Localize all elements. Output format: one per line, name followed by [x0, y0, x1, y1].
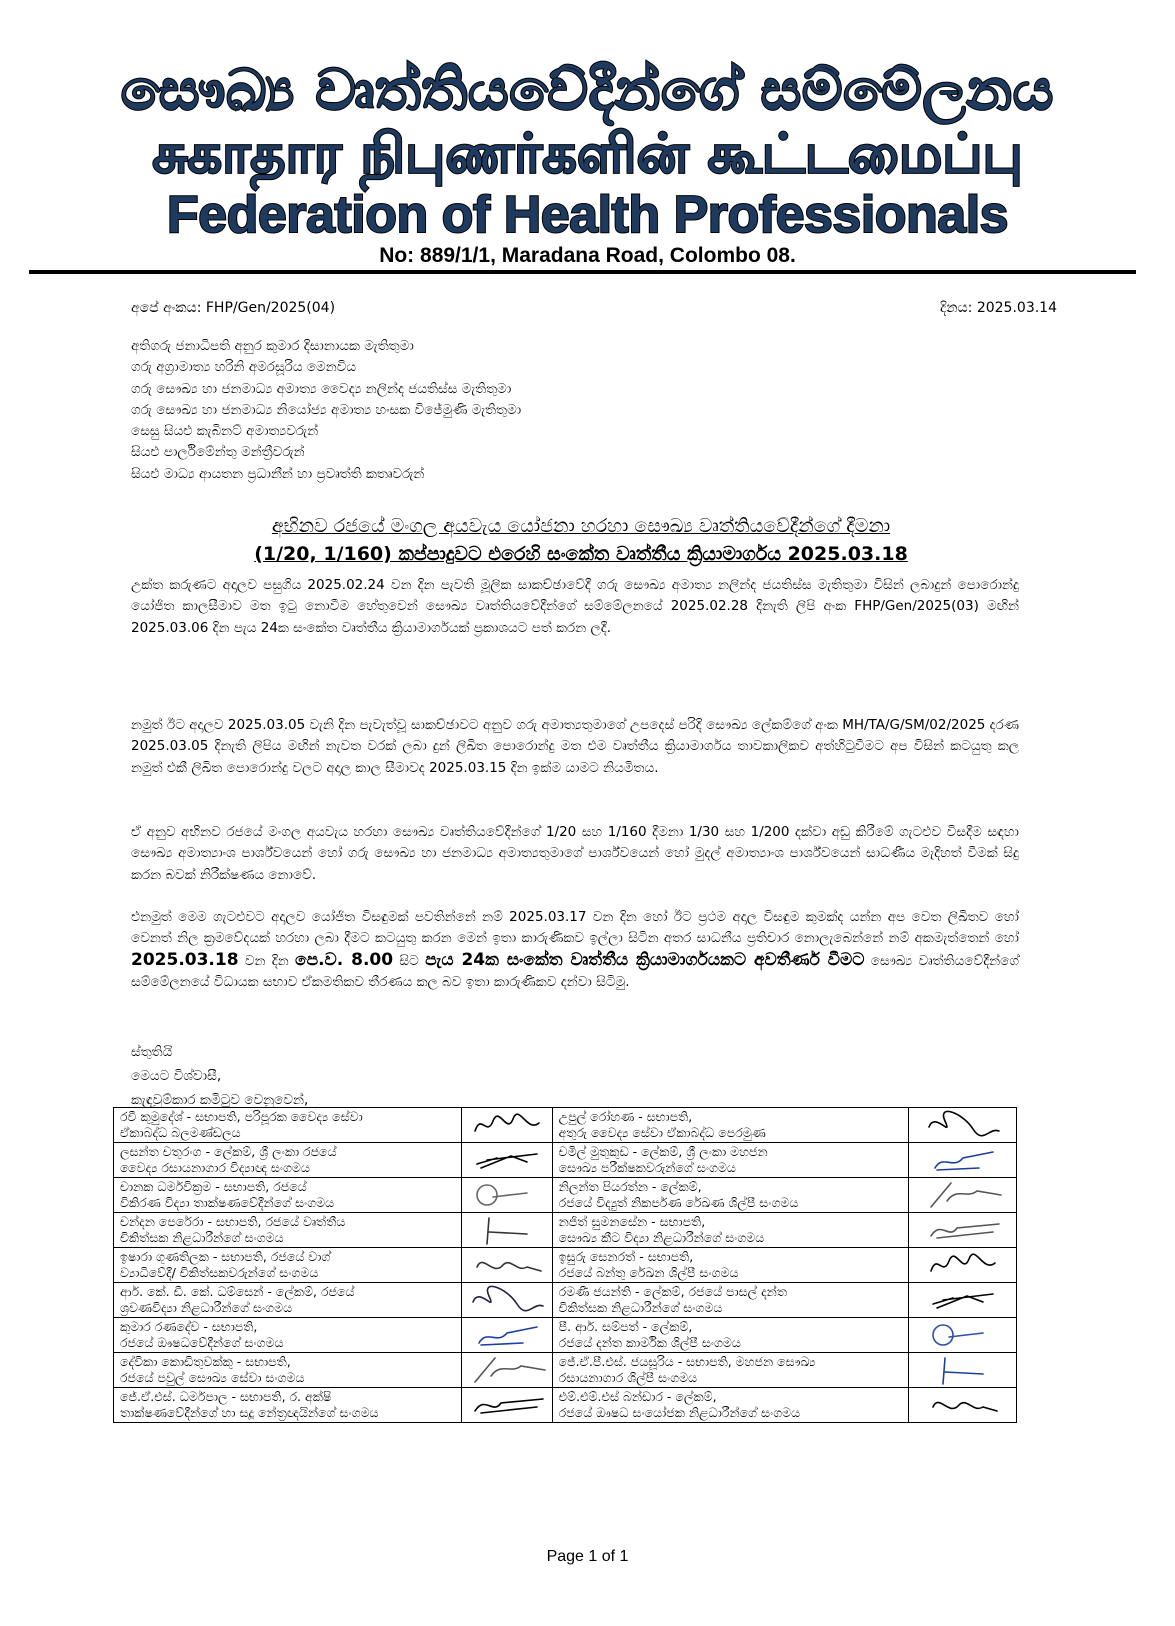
p4-text: සිට	[393, 952, 426, 969]
signatory-name-title: ඉසුරු සෙනරත් - සභාපති,	[558, 1249, 694, 1264]
recipient-line: සියළු පාර්ලිමේන්තු මන්ත්‍රීවරුන්	[131, 444, 305, 461]
signature-cell	[462, 1388, 552, 1423]
signature-stroke	[943, 1358, 983, 1384]
signatory-row	[114, 1213, 1017, 1248]
signatory-name-title: චමිල් මුතුකුඩ - ලේකම්, ශ්‍රී ලංකා මහජන	[558, 1144, 768, 1159]
signature-icon	[923, 1144, 1003, 1176]
signature-cell	[462, 1353, 552, 1388]
body-paragraph-3: ඒ අනුව අභිනව රජයේ මංගල අයවැය හරහා සෞඛ්‍ය වෘත්තියවේදීන්ගේ 1/20 සහ 1/160 දීමනා 1/30 සහ 1/200 දක්වා අඩු කිරීමේ ගැටළුව විසදීම සඳහා සෞඛ්‍ය අමාත්‍යාංශ පාර්ශ්වයෙන් හෝ ගරු සෞඛ්‍ය හා ජනමාධ්‍ය අමාත්‍යතුමාගේ පාර්ශ්වයෙන් හෝ මුදල් අමාත්‍යාංශ පාර්ශ්වයෙන් සාධණීය මැදිහත් වීමක් සිදු කරන බවක් නිරීක්ෂණය නොවේ.	[131, 824, 1019, 883]
signatory-right	[552, 1248, 909, 1283]
signature-cell	[909, 1143, 1017, 1178]
signature-cell	[909, 1213, 1017, 1248]
signatory-row	[114, 1143, 1017, 1178]
subject-line-2: (1/20, 1/160) කප්පාදුවට එරෙහි සංකේත වෘත්තීය ක්‍රියාමාර්ගය 2025.03.18	[254, 543, 908, 565]
signatory-left	[114, 1353, 462, 1388]
signatory-row	[114, 1108, 1017, 1143]
signatory-organization: චිකිත්සක නිළධාරීන්ගේ සංගමය	[120, 1230, 284, 1245]
signature-stroke	[931, 1254, 995, 1271]
action-date: 2025.03.18	[131, 949, 239, 970]
signatory-name-title: උපුල් රෝහණ - සභාපති,	[558, 1109, 693, 1124]
signatory-name-title: නිලන්ත පියරත්න - ලේකම්,	[558, 1179, 702, 1194]
p4-text: වන දින	[238, 952, 296, 969]
signatory-name-title: ආර්. කේ. ඩී. කේ. ධම්සෙන් - ලේකම්, රජයේ	[120, 1284, 355, 1299]
signature-cell	[909, 1318, 1017, 1353]
signature-icon	[467, 1249, 547, 1281]
signature-icon	[923, 1319, 1003, 1351]
signatory-name-title: රවී කුමුදේශ් - සභාපති, පරිපූරක වෛද්‍ය සේවා	[120, 1109, 363, 1124]
signatories-table	[113, 1107, 1017, 1423]
signature-icon	[923, 1214, 1003, 1246]
closing-faithfully: මෙයට විශ්වාසී,	[131, 1068, 222, 1084]
signature-cell	[462, 1248, 552, 1283]
signatory-organization: රජයේ විද්‍යුත් නිකර්පණ රේඛණ ශිල්පී සංගමය	[558, 1195, 799, 1210]
signatory-row	[114, 1388, 1017, 1423]
signature-stroke	[933, 1325, 983, 1345]
signatory-left	[114, 1283, 462, 1318]
closing-on-behalf: කැඳවුම්කාර කමිටුව වෙනුවෙන්,	[131, 1092, 309, 1108]
signature-cell	[462, 1283, 552, 1318]
signatory-name-title: ජේ.ඒ.එස්. ධර්මපාල - සභාපති, ර. අක්ෂි	[120, 1389, 332, 1404]
signatory-organization: චිකිත්සක නිළධාරීන්ගේ සංගමය	[558, 1300, 723, 1315]
action-description: පැය 24ක සංකේත වෘත්තීය ක්‍රියාමාර්ගයකට අවතීර්ණ වීමට	[425, 949, 865, 970]
signatory-right	[552, 1213, 909, 1248]
recipient-line: සෙසු සියළු කැබිනට් අමාත්‍යවරුන්	[131, 423, 319, 440]
signature-icon	[467, 1389, 547, 1421]
signatory-left	[114, 1388, 462, 1423]
signatory-name-title: චානක ධර්මවික්‍රම - සභාපති, රජයේ	[120, 1179, 307, 1194]
signature-icon	[467, 1179, 547, 1211]
signatory-name-title: නජිත් සුමනසේන - සභාපති,	[558, 1214, 706, 1229]
signatory-left	[114, 1318, 462, 1353]
action-time: පෙ.ව. 8.00	[295, 949, 394, 970]
signature-stroke	[475, 1399, 543, 1413]
signatory-left	[114, 1108, 462, 1143]
signatory-organization: අතුරු වෛද්‍ය සේවා ඒකාබද්ධ පෙරමුණ	[558, 1125, 766, 1140]
signatory-name-title: චන්දන පෙරේරා - සභාපති, රජයේ වෘත්තීය	[120, 1214, 346, 1229]
signature-stroke	[487, 1218, 527, 1244]
signature-stroke	[933, 1294, 993, 1308]
signatory-right	[552, 1283, 909, 1318]
signature-stroke	[477, 1185, 527, 1205]
signatory-right	[552, 1318, 909, 1353]
signature-icon	[923, 1179, 1003, 1211]
signature-stroke	[931, 1183, 1001, 1207]
signatory-organization: සෞඛ්‍ය කීට විද්‍යා නිළධාරීන්ගේ සංගමය	[558, 1230, 765, 1245]
signature-icon	[923, 1249, 1003, 1281]
recipient-line: ගරු සෞඛ්‍ය හා ජනමාධ්‍ය නියෝජ්‍ය අමාත්‍ය හංසක විජේමුණි මැතිතුමා	[131, 401, 522, 418]
signatory-left	[114, 1213, 462, 1248]
signature-icon	[467, 1319, 547, 1351]
signatory-row	[114, 1248, 1017, 1283]
signatory-row	[114, 1353, 1017, 1388]
signature-stroke	[479, 1327, 537, 1345]
signatory-right	[552, 1353, 909, 1388]
signatory-name-title: එම්.එම්.එස් බන්ඩාර - ලේකම්,	[558, 1389, 717, 1404]
recipient-line: ගරු සෞඛ්‍ය හා ජනමාධ්‍ය අමාත්‍ය වෛද්‍ය නලින්ද ජයතිස්ස මැතිතුමා	[131, 380, 512, 397]
recipient-line: සියළු මාධ්‍ය ආයතන ප්‍රධානීන් හා ප්‍රවෘත්ති කතෘවරුන්	[131, 465, 425, 482]
signatory-right	[552, 1178, 909, 1213]
page-number: Page 1 of 1	[546, 1548, 629, 1565]
signature-stroke	[931, 1224, 999, 1238]
signature-cell	[462, 1108, 552, 1143]
signatory-name-title: ලසන්ත චතුරංග - ලේකම්, ශ්‍රී ලංකා රජයේ	[120, 1144, 337, 1159]
signatory-organization: රජයේ ඖෂධවේදීන්ගේ සංගමය	[120, 1335, 284, 1350]
signature-cell	[462, 1178, 552, 1213]
letterhead-title-english: Federation of Health Professionals	[166, 186, 1009, 244]
closing-block	[131, 1040, 308, 1112]
closing-thanks: ස්තුතියි	[131, 1044, 173, 1060]
signatory-organization: රජයේ බන්තු රේඛන ශිල්පී සංගමය	[558, 1265, 739, 1280]
signatory-organization: රජයේ පවුල් සෞඛ්‍ය සේවා සංගමය	[120, 1370, 305, 1385]
signatory-organization: රසායනාගාර ශිල්පී සංගමය	[558, 1370, 698, 1385]
signatory-organization: වෛද්‍ය රසායනාගාර විද්‍යාඥ සංගමය	[120, 1160, 310, 1175]
signature-stroke	[475, 1358, 545, 1382]
signatory-name-title: ඉෂාරා ගුණතිලක - සභාපති, රජයේ වාග්	[120, 1249, 331, 1264]
signatory-organization: ඒකාබද්ධ බලමණ්ඩලය	[120, 1125, 241, 1140]
signature-icon	[467, 1109, 547, 1141]
signature-icon	[923, 1284, 1003, 1316]
signatory-organization: තාක්ෂණවේදීන්ගේ හා සදූ නේත්‍රඥයින්ගේ සංගමය	[120, 1405, 379, 1420]
signature-cell	[909, 1283, 1017, 1318]
p4-text: එනමුත් මෙම ගැටළුවට අදාලව යෝජිත විසඳුමක් පවතින්නේ නම් 2025.03.17 වන දින හෝ ඊට ප්‍රථම අදාල විසඳුම කුමක්ද යන්න අප වෙත ලිඛිතව හෝ වෙනත් නිල ක්‍රමවේදයක් හරහා ලබා දීමට කටයුතු කරන මෙන් ඉතා කාරුණිකව ඉල්ලා සිටින අතර සාධනීය ප්‍රතිචාර නොලැබෙන්නේ නම් අකමැත්තෙන් හෝ	[131, 909, 1019, 947]
signatory-name-title: ජේ.ඒ.පී.එස්. ජයසූරිය - සභාපති, මහජන සෞඛ්‍ය	[558, 1354, 816, 1369]
signatory-row	[114, 1283, 1017, 1318]
signatory-name-title: කුමාර රණදේව - සභාපති,	[120, 1319, 258, 1334]
signature-icon	[467, 1144, 547, 1176]
subject-line-1: අභිනව රජයේ මංගල අයවැය යෝජනා හරහා සෞඛ්‍ය වෘත්තියවේදීන්ගේ දීමනා	[271, 515, 891, 537]
signature-cell	[909, 1353, 1017, 1388]
signatory-row	[114, 1178, 1017, 1213]
letterhead-address: No: 889/1/1, Maradana Road, Colombo 08.	[379, 244, 796, 267]
recipient-line: අතිගරු ජනාධිපති අනුර කුමාර දිසානායක මැතිතුමා	[131, 338, 414, 354]
signature-icon	[923, 1389, 1003, 1421]
signature-icon	[467, 1354, 547, 1386]
signature-cell	[462, 1318, 552, 1353]
body-paragraph-4	[131, 907, 1019, 993]
signatory-right	[552, 1388, 909, 1423]
signature-stroke	[935, 1152, 993, 1170]
signature-stroke	[475, 1114, 539, 1131]
letterhead-title-sinhala: සෞඛ්‍ය වෘත්තියවේදීන්ගේ සම්මේලනය	[120, 58, 1055, 123]
signatory-row	[114, 1318, 1017, 1353]
recipient-line: ගරු අග්‍රාමාත්‍ය හරිනි අමරසූරිය මෙනවිය	[131, 359, 357, 376]
signatory-right	[552, 1108, 909, 1143]
signature-cell	[909, 1388, 1017, 1423]
signatory-organization: රජයේ දන්ත කාර්මික ශිල්පී සංගමය	[558, 1335, 741, 1350]
signature-icon	[467, 1284, 547, 1316]
signatory-organization: රජයේ ඖෂධ සංයෝජක නිළධාරීන්ගේ සංගමය	[558, 1405, 801, 1420]
signature-cell	[909, 1108, 1017, 1143]
letter-subject	[131, 512, 1031, 568]
body-paragraph-1: උක්ත කරුණට අදාලව පසුගිය 2025.02.24 වන දින පැවති මූලික සාකච්ඡාවේදී ගරු සෞඛ්‍ය අමාත්‍ය නලින්ද ජයතිස්ස මැතිතුමා විසින් ලබාදුන් පොරොන්දු යෝජිත කාලසීමාව මත ඉටු නොවීම හේතුවෙන් සෞඛ්‍ය වෘත්තියවේදීන්ගේ සම්මේලනයේ 2025.02.28 දිනැති ලිපි අංක FHP/Gen/2025(03) මඟින් 2025.03.06 දින පැය 24ක සංකේත වෘත්තීය ක්‍රියාමාර්ගයක් ප්‍රකාශයට පත් කරන ලදී.	[131, 577, 1019, 636]
signatory-name-title: දේවිකා කොඩිතුවක්කු - සභාපති,	[120, 1354, 291, 1369]
reference-number: අපේ අංකය: FHP/Gen/2025(04)	[131, 300, 336, 316]
signature-cell	[909, 1248, 1017, 1283]
signatory-organization: ශ්‍රවණවිද්‍යා නිළධාරීන්ගේ සංගමය	[120, 1300, 293, 1315]
signature-stroke	[477, 1262, 541, 1271]
signature-stroke	[933, 1402, 997, 1411]
signature-cell	[462, 1213, 552, 1248]
signatory-organization: විකිරණ විද්‍යා තාක්ෂණවේදීන්ගේ සංගමය	[120, 1195, 335, 1210]
signature-icon	[923, 1109, 1003, 1141]
signatory-name-title: රමණී ජයන්ති - ලේකම්, රජයේ පාසල් දන්ත	[558, 1284, 787, 1299]
signature-stroke	[477, 1154, 537, 1168]
recipient-list	[131, 336, 521, 485]
signature-cell	[909, 1178, 1017, 1213]
signature-stroke	[473, 1286, 543, 1310]
signature-icon	[467, 1214, 547, 1246]
signatory-name-title: පී. ආර්. සම්පත් - ලේකම්,	[558, 1319, 693, 1334]
p4-text: සෞඛ්‍ය වෘත්තියවේදීන්ගේ සම්මේලනයේ විධායක සභාව ඒකමතිකව තීරණය කල බව ඉතා කාරුණිකව දන්වා සිටිමු.	[131, 952, 1019, 990]
signatory-left	[114, 1143, 462, 1178]
signatory-left	[114, 1248, 462, 1283]
letterhead-title-tamil: சுகாதார நிபுணர்களின் கூட்டமைப்பு	[152, 122, 1023, 185]
letter-date: දිනය: 2025.03.14	[940, 300, 1057, 316]
body-paragraph-2: නමුත් ඊට අදාලව 2025.03.05 වැනි දින පැවැත්වූ සාකච්ඡාවට අනුව ගරු අමාත්‍යතුමාගේ උපදෙස් පරිදි සෞඛ්‍ය ලේකම්ගේ අංක MH/TA/G/SM/02/2025 දරණ 2025.03.05 දිනැති ලිපිය මඟින් නැවත වරක් ලබා දුන් ලිඛිත පොරොන්දු මත එම වෘත්තීය ක්‍රියාමාර්ගය තාවකාලිකව අත්හිටුවීමට අප විසින් කටයුතු කල නමුත් එකී ලිඛිත පොරොන්දු වලට අදාල කාල සීමාවද 2025.03.15 දින ඉක්ම යාමට නියමිතය.	[131, 717, 1019, 776]
signature-stroke	[929, 1111, 999, 1135]
signatory-organization: සෞඛ්‍ය පරීක්ෂකවරුන්ගේ සංගමය	[558, 1160, 736, 1175]
letterhead-divider	[29, 270, 1136, 274]
signatory-right	[552, 1143, 909, 1178]
signature-icon	[923, 1354, 1003, 1386]
signature-cell	[462, 1143, 552, 1178]
signatory-organization: ව්‍යාධිවේදී/ චිකිත්සකවරුන්ගේ සංගමය	[120, 1265, 319, 1280]
signatory-left	[114, 1178, 462, 1213]
